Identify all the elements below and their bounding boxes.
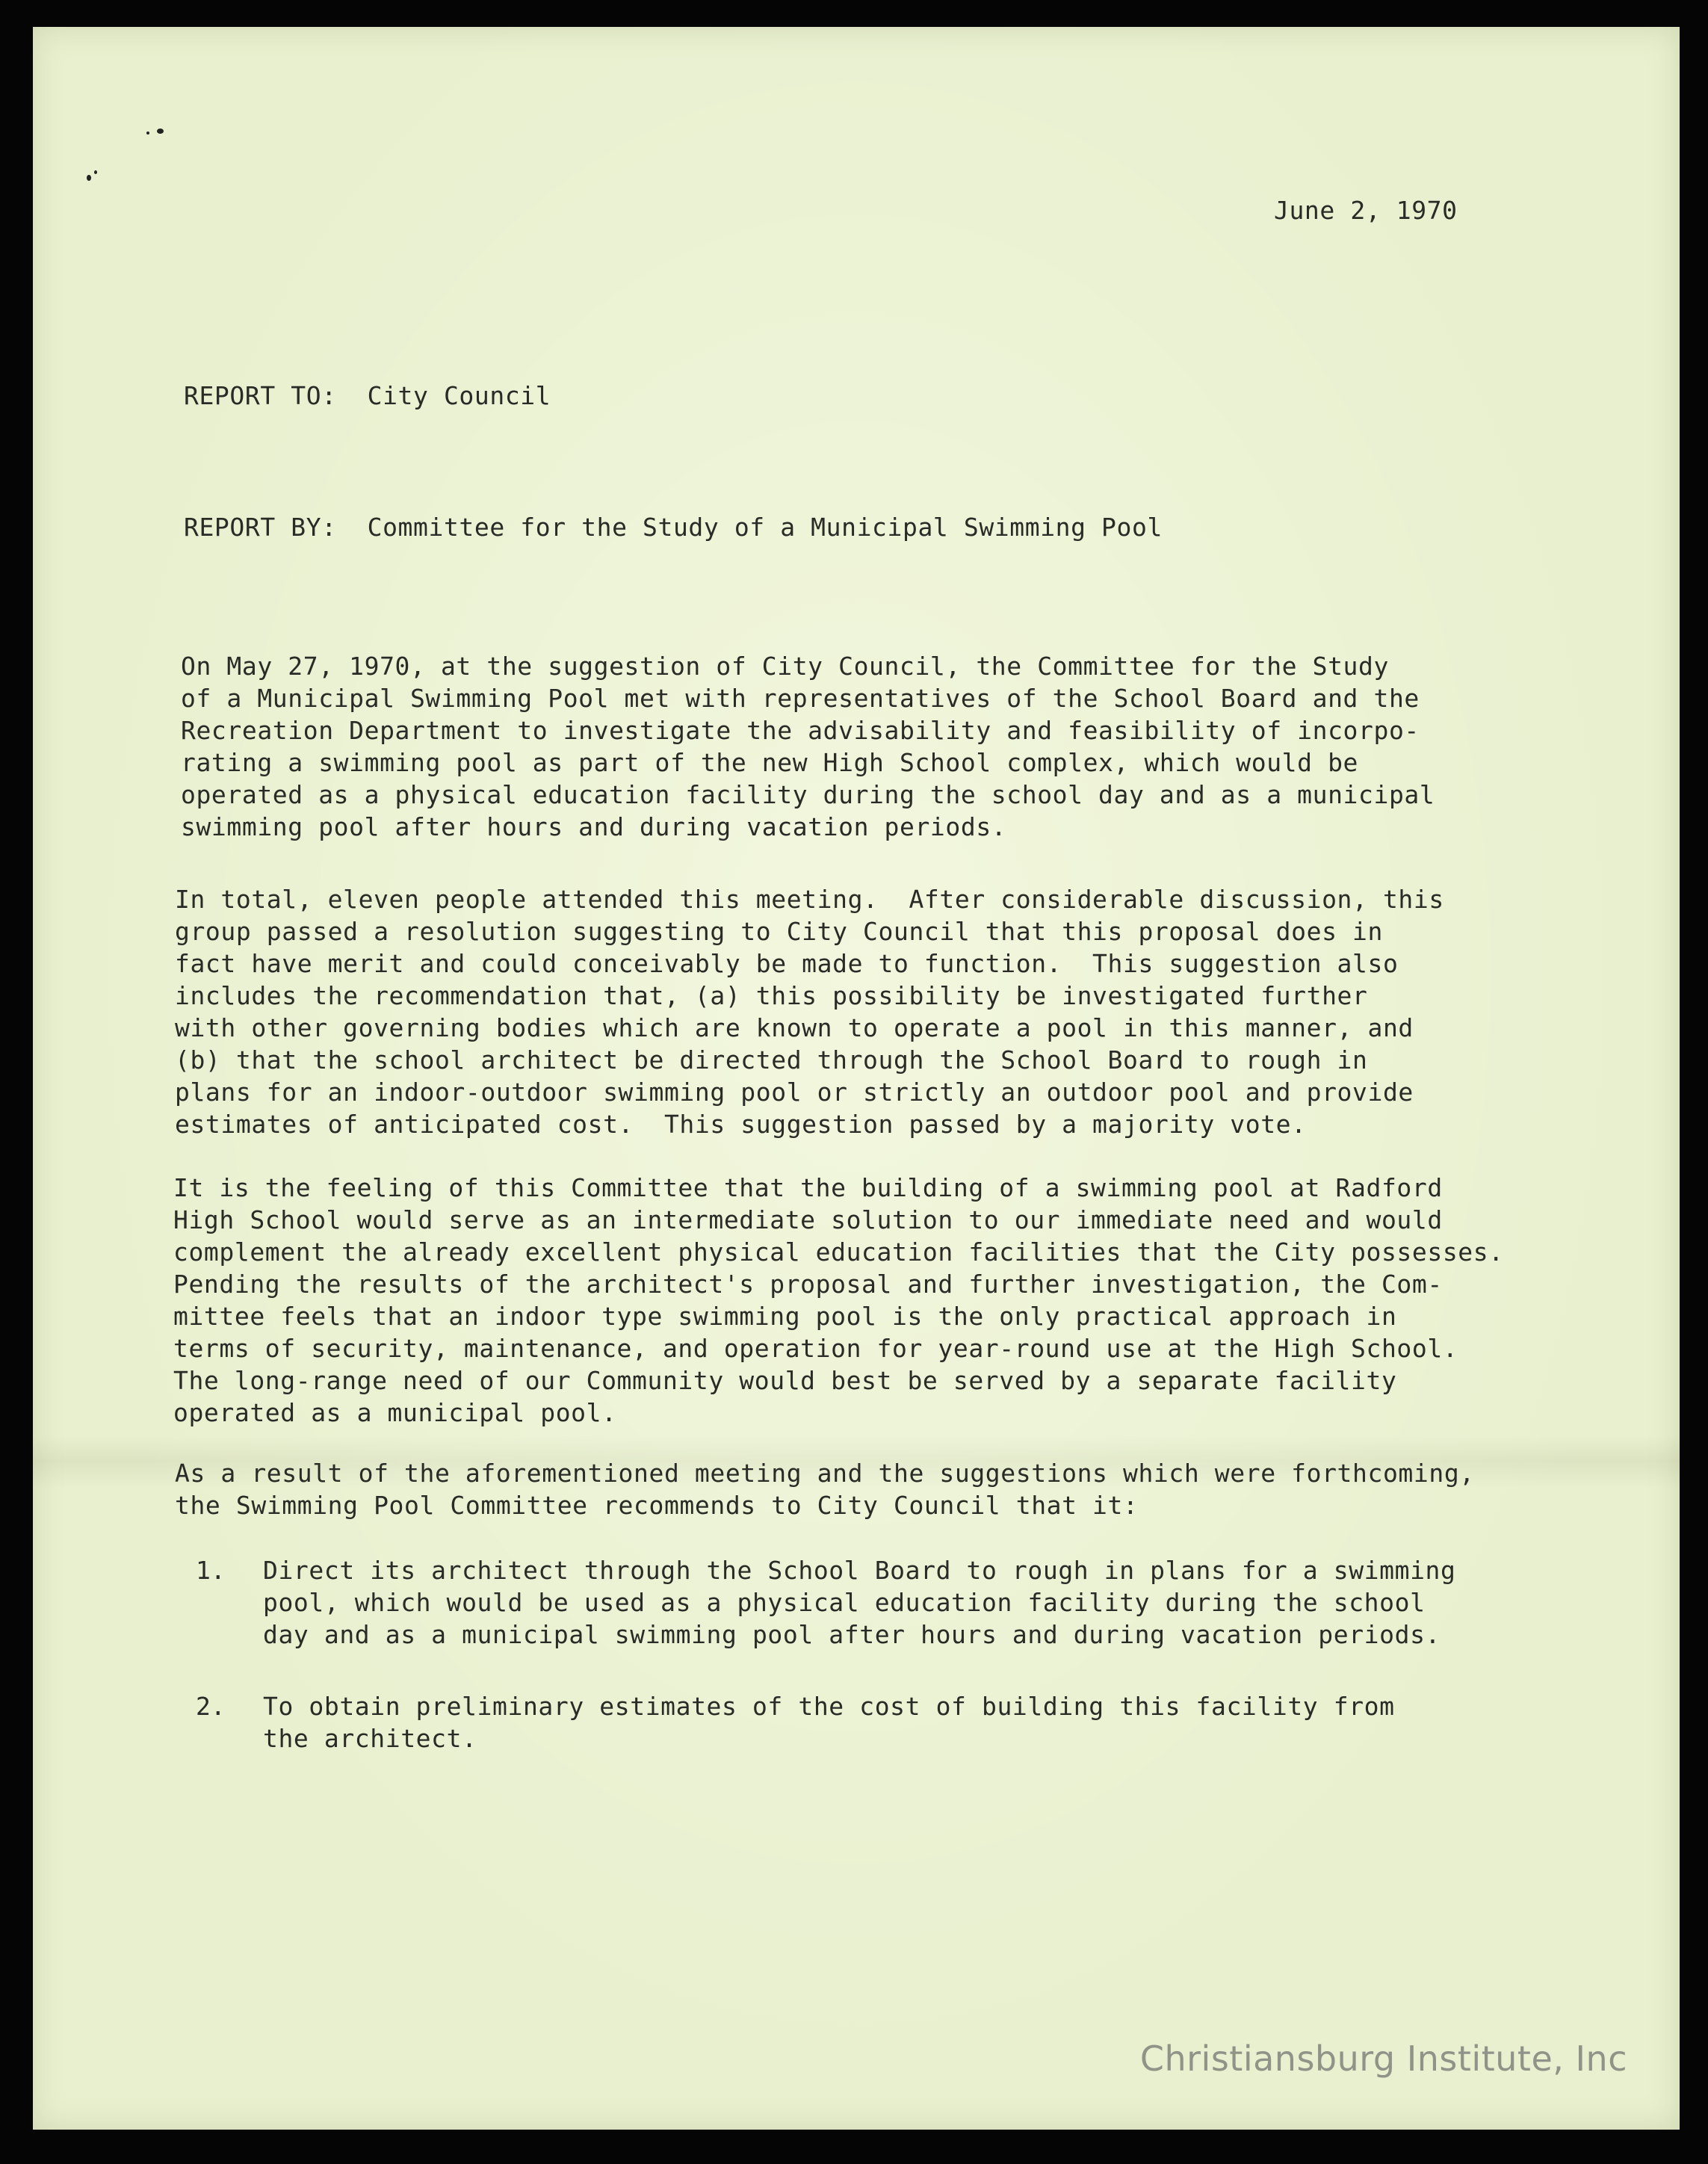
recommendation-line: the architect. [263, 1724, 477, 1753]
paragraph-line: Pending the results of the architect's proposal and further investigation, the Com- [173, 1270, 1443, 1299]
report-to-line: REPORT TO: City Council [184, 381, 551, 410]
paragraph-line: The long-range need of our Community would best be served by a separate facility [173, 1366, 1397, 1395]
paragraph-line: terms of security, maintenance, and operation for year-round use at the High School. [173, 1334, 1458, 1363]
ink-speck [146, 132, 149, 135]
paragraph-line: estimates of anticipated cost. This suggestion passed by a majority vote. [175, 1110, 1307, 1139]
recommendation-line: pool, which would be used as a physical education facility during the school [263, 1588, 1426, 1617]
paragraph-line: mittee feels that an indoor type swimming pool is the only practical approach in [173, 1302, 1397, 1331]
ink-speck [94, 170, 97, 174]
ink-speck [87, 175, 91, 181]
paragraph-line: operated as a physical education facility during the school day and as a municipal [181, 780, 1435, 809]
paragraph-recommendation-intro [175, 1457, 1594, 1521]
paragraph-line: operated as a municipal pool. [173, 1398, 617, 1427]
paragraph-resolution [175, 883, 1594, 1140]
report-by-line: REPORT BY: Committee for the Study of a Municipal Swimming Pool [184, 513, 1163, 542]
recommendation-line: To obtain preliminary estimates of the cost of building this facility from [263, 1692, 1395, 1721]
paragraph-line: of a Municipal Swimming Pool met with representatives of the School Board and the [181, 684, 1420, 713]
letter-date: June 2, 1970 [1274, 196, 1458, 225]
recommendation-line: Direct its architect through the School Board to rough in plans for a swimming [263, 1556, 1456, 1585]
ink-speck [157, 129, 164, 134]
paragraph-line: On May 27, 1970, at the suggestion of City Council, the Committee for the Study [181, 652, 1389, 681]
archive-watermark: Christiansburg Institute, Inc [1139, 2038, 1627, 2079]
paragraph-line: In total, eleven people attended this meeting. After considerable discussion, this [175, 885, 1444, 914]
paragraph-line: includes the recommendation that, (a) this possibility be investigated further [175, 981, 1368, 1010]
paragraph-line: the Swimming Pool Committee recommends to City Council that it: [175, 1491, 1139, 1520]
paragraph-line: rating a swimming pool as part of the new High School complex, which would be [181, 748, 1359, 777]
paragraph-line: High School would serve as an intermediate solution to our immediate need and would [173, 1205, 1443, 1234]
paragraph-line: Recreation Department to investigate the advisability and feasibility of incorpo- [181, 716, 1420, 745]
paragraph-line: fact have merit and could conceivably be made to function. This suggestion also [175, 949, 1399, 978]
recommendation-number: 1. [196, 1556, 226, 1585]
paragraph-line: with other governing bodies which are known to operate a pool in this manner, and [175, 1013, 1414, 1042]
recommendation-text [263, 1554, 1455, 1651]
paragraph-line: As a result of the aforementioned meeting and the suggestions which were forthcoming, [175, 1459, 1475, 1488]
paragraph-line: It is the feeling of this Committee that the building of a swimming pool at Radford [173, 1173, 1443, 1202]
recommendation-line: day and as a municipal swimming pool after hours and during vacation periods. [263, 1620, 1441, 1649]
paragraph-line: swimming pool after hours and during vacation periods. [181, 812, 1007, 841]
recommendation-text [263, 1690, 1395, 1755]
paragraph-line: group passed a resolution suggesting to City Council that this proposal does in [175, 917, 1383, 946]
paragraph-committee-feeling [173, 1172, 1593, 1429]
paragraph-line: complement the already excellent physical education facilities that the City possesses. [173, 1237, 1504, 1267]
paragraph-line: plans for an indoor-outdoor swimming pool or strictly an outdoor pool and provide [175, 1078, 1414, 1107]
recommendation-number: 2. [196, 1692, 226, 1721]
paragraph-line: (b) that the school architect be directed through the School Board to rough in [175, 1045, 1368, 1075]
paragraph-meeting-summary [181, 650, 1600, 843]
